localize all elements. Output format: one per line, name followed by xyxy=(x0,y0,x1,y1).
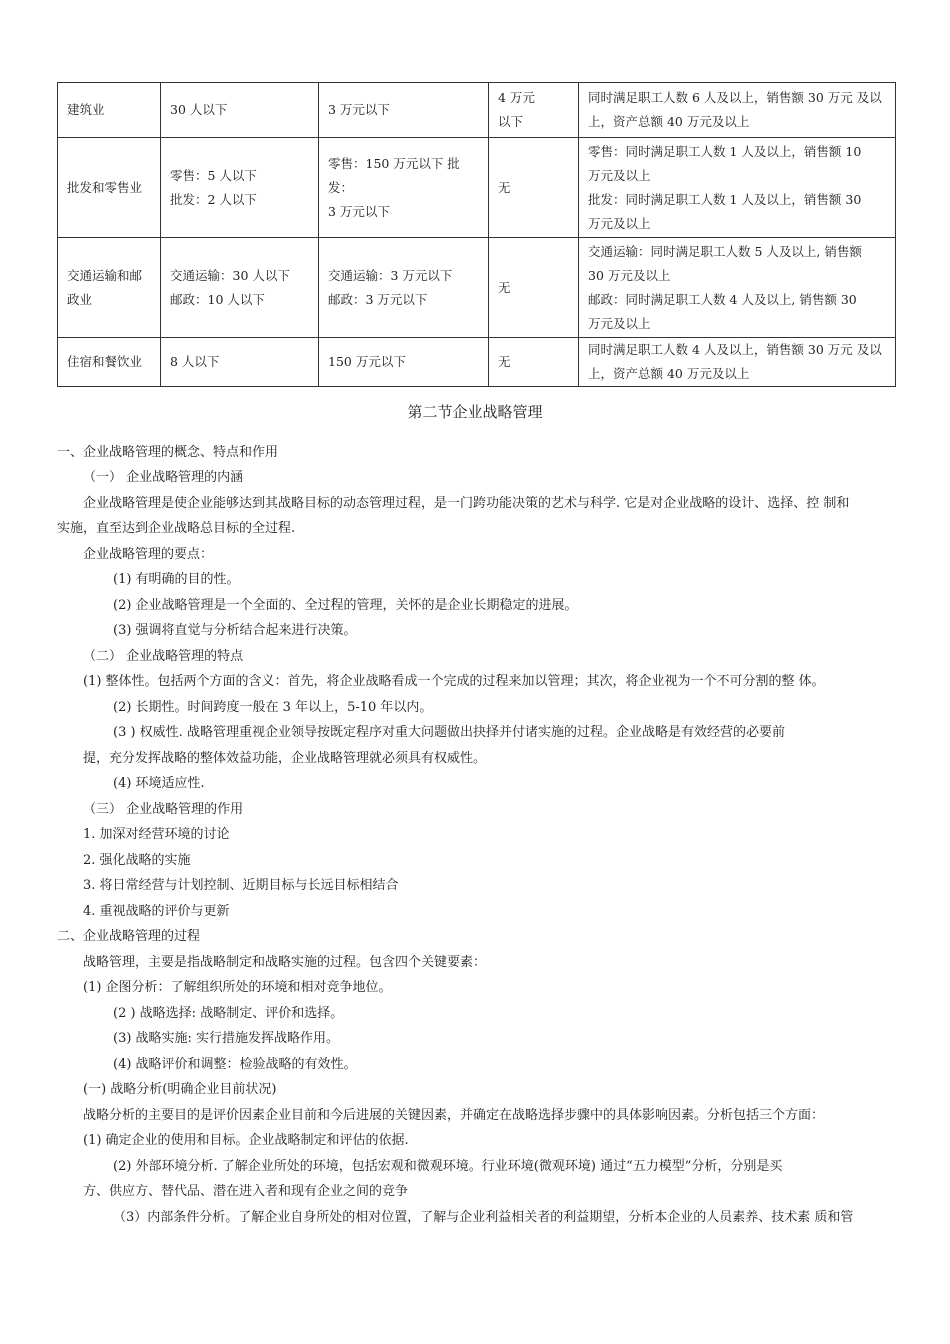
text-line: 一、企业战略管理的概念、特点和作用 xyxy=(57,445,279,460)
text-line: (1) 企图分析：了解组织所处的环境和相对竞争地位。 xyxy=(83,980,392,995)
condition-cell xyxy=(579,138,896,238)
cell-line: 无 xyxy=(498,179,511,195)
cell-line: 上，资产总额 40 万元及以上 xyxy=(588,114,750,129)
text-line: (1) 有明确的目的性。 xyxy=(113,572,240,587)
cell-line: 零售：150 万元以下 批发： xyxy=(328,155,460,195)
cell-line: 零售：5 人以下 xyxy=(170,167,257,183)
text-line: (3) 战略实施: 实行措施发挥战略作用。 xyxy=(113,1031,340,1046)
assets-cell xyxy=(489,338,579,387)
revenue-cell xyxy=(319,238,489,338)
text-line: 战略管理，主要是指战略制定和战略实施的过程。包含四个关键要素： xyxy=(83,955,487,970)
cell-line: 批发和零售业 xyxy=(67,179,143,195)
cell-line: 交通运输：同时满足职工人数 5 人及以上, 销售额 xyxy=(588,243,862,259)
text-line: (一) 战略分析(明确企业目前状况) xyxy=(83,1082,277,1097)
text-line: 4. 重视战略的评价与更新 xyxy=(83,904,230,919)
text-line: 1. 加深对经营环境的讨论 xyxy=(83,827,230,842)
text-line: 企业战略管理是使企业能够达到其战略目标的动态管理过程，是一门跨功能决策的艺术与科学. 它是对企业战略的设计、选择、控 制和 xyxy=(83,496,850,511)
condition-cell xyxy=(579,338,896,387)
cell-line: 30 万元及以上 xyxy=(588,267,671,283)
text-line: (1) 确定企业的使用和目标。企业战略制定和评估的依据. xyxy=(83,1133,409,1148)
cell-line: 零售：同时满足职工人数 1 人及以上，销售额 10 xyxy=(588,143,862,159)
revenue-cell xyxy=(319,338,489,387)
text-line: (1) 整体性。包括两个方面的含义：首先，将企业战略看成一个完成的过程来加以管理；其次，将企业视为一个不可分割的整 体。 xyxy=(83,674,825,689)
industry-cell xyxy=(58,238,161,338)
text-line: （二） 企业战略管理的特点 xyxy=(83,649,244,664)
cell-line: 批发：2 人以下 xyxy=(170,191,257,207)
cell-line: 30 人以下 xyxy=(170,102,228,117)
text-line: (3 ) 权威性. 战略管理重视企业领导按既定程序对重大问题做出抉择并付诸实施的过程。企业战略是有效经营的必要前 xyxy=(113,725,785,740)
revenue-cell xyxy=(319,83,489,138)
text-line: 战略分析的主要目的是评价因素企业目前和今后进展的关键因素，并确定在战略选择步骤中的具体影响因素。分析包括三个方面： xyxy=(83,1108,825,1123)
cell-line: 无 xyxy=(498,279,511,295)
text-line: 2. 强化战略的实施 xyxy=(83,853,191,868)
text-line: (2) 企业战略管理是一个全面的、全过程的管理，关怀的是企业长期稳定的进展。 xyxy=(113,598,578,613)
table-row xyxy=(58,338,896,387)
text-line: (2) 长期性。时间跨度一般在 3 年以上，5-10 年以内。 xyxy=(113,700,433,715)
cell-line: 150 万元以下 xyxy=(328,354,406,369)
industry-cell xyxy=(58,138,161,238)
table-row xyxy=(58,83,896,138)
cell-line: 住宿和餐饮业 xyxy=(67,354,143,369)
text-line: (4) 战略评价和调整：检验战略的有效性。 xyxy=(113,1057,357,1072)
cell-line: 3 万元以下 xyxy=(328,203,390,219)
cell-line: 上，资产总额 40 万元及以上 xyxy=(588,366,750,381)
cell-line: 交通运输和邮 xyxy=(67,267,143,283)
table-row xyxy=(58,138,896,238)
cell-line: 同时满足职工人数 4 人及以上，销售额 30 万元 及以 xyxy=(588,342,882,357)
cell-line: 3 万元以下 xyxy=(328,102,390,117)
cell-line: 交通运输：3 万元以下 xyxy=(328,267,453,283)
section-title: 第二节企业战略管理 xyxy=(407,403,543,421)
text-line: （3）内部条件分析。了解企业自身所处的相对位置，了解与企业利益相关者的利益期望，分析本企业的人员素养、技术素 质和管 xyxy=(113,1210,854,1225)
cell-line: 邮政：同时满足职工人数 4 人及以上, 销售额 30 xyxy=(588,291,857,307)
text-line: (4) 环境适应性. xyxy=(113,776,205,791)
text-line: (2) 外部环境分析. 了解企业所处的环境，包括宏观和微观环境。行业环境(微观环境) 通过“五力模型”分析，分别是买 xyxy=(113,1159,783,1174)
cell-line: 万元及以上 xyxy=(588,315,651,331)
assets-cell xyxy=(489,238,579,338)
condition-cell xyxy=(579,83,896,138)
size-criteria-table xyxy=(57,82,896,387)
revenue-cell xyxy=(319,138,489,238)
cell-line: 8 人以下 xyxy=(170,354,220,369)
employees-cell xyxy=(161,338,319,387)
cell-line: 交通运输：30 人以下 xyxy=(170,267,290,283)
cell-line: 万元及以上 xyxy=(588,167,651,183)
text-line: (2 ) 战略选择: 战略制定、评价和选择。 xyxy=(113,1006,344,1021)
cell-line: 邮政：3 万元以下 xyxy=(328,291,428,307)
industry-cell xyxy=(58,83,161,138)
condition-cell xyxy=(579,238,896,338)
text-line: （一） 企业战略管理的内涵 xyxy=(83,470,244,485)
cell-line: 政业 xyxy=(67,291,93,307)
cell-line: 同时满足职工人数 6 人及以上，销售额 30 万元 及以 xyxy=(588,90,882,105)
text-line: 企业战略管理的要点： xyxy=(83,547,214,562)
employees-cell xyxy=(161,138,319,238)
cell-line: 批发：同时满足职工人数 1 人及以上，销售额 30 xyxy=(588,191,862,207)
cell-line: 万元及以上 xyxy=(588,215,651,231)
cell-line: 无 xyxy=(498,354,511,369)
employees-cell xyxy=(161,83,319,138)
assets-cell xyxy=(489,83,579,138)
text-line: 方、供应方、替代品、潜在进入者和现有企业之间的竞争 xyxy=(83,1184,409,1199)
industry-cell xyxy=(58,338,161,387)
text-line: 提，充分发挥战略的整体效益功能，企业战略管理就必须具有权威性。 xyxy=(83,751,487,766)
text-line: 实施，直至达到企业战略总目标的全过程. xyxy=(57,521,296,536)
assets-cell xyxy=(489,138,579,238)
cell-line: 邮政：10 人以下 xyxy=(170,291,265,307)
text-line: 3. 将日常经营与计划控制、近期目标与长远目标相结合 xyxy=(83,878,399,893)
cell-line: 建筑业 xyxy=(67,102,105,117)
employees-cell xyxy=(161,238,319,338)
text-line: 二、企业战略管理的过程 xyxy=(57,929,201,944)
cell-line: 以下 xyxy=(498,114,524,129)
cell-line: 4 万元 xyxy=(498,90,535,105)
table-row xyxy=(58,238,896,338)
text-line: （三） 企业战略管理的作用 xyxy=(83,802,244,817)
text-line: (3) 强调将直觉与分析结合起来进行决策。 xyxy=(113,623,357,638)
